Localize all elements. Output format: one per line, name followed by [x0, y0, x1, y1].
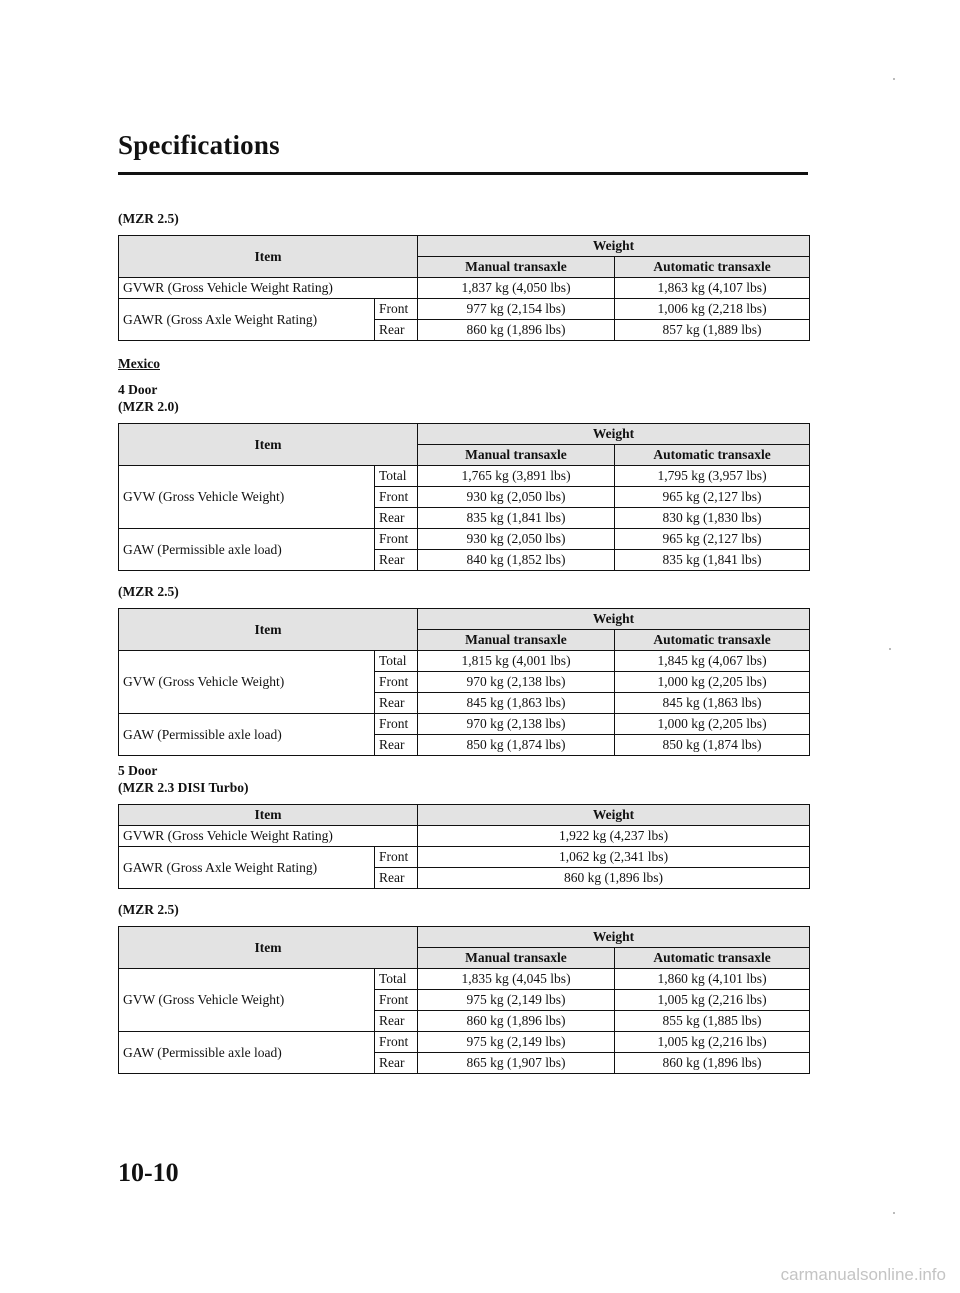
section-label-mzr25-c: (MZR 2.5): [118, 902, 179, 917]
value-manual: 860 kg (1,896 lbs): [418, 1011, 615, 1032]
row-label: GAW (Permissible axle load): [119, 714, 375, 756]
header-rule: [118, 172, 808, 175]
value-automatic: 857 kg (1,889 lbs): [615, 320, 810, 341]
sub-label-rear: Rear: [375, 508, 418, 529]
value-automatic: 845 kg (1,863 lbs): [615, 693, 810, 714]
specifications-content: [118, 210, 809, 1074]
scan-dot: [889, 648, 891, 650]
value-automatic: 1,860 kg (4,101 lbs): [615, 969, 810, 990]
value-automatic: 1,795 kg (3,957 lbs): [615, 466, 810, 487]
sub-label-front: Front: [375, 714, 418, 735]
row-label: GVWR (Gross Vehicle Weight Rating): [119, 826, 418, 847]
section-label-mzr20: (MZR 2.0): [118, 399, 179, 414]
section-label-mzr23-disi-turbo: (MZR 2.3 DISI Turbo): [118, 780, 249, 795]
sub-label-front: Front: [375, 990, 418, 1011]
header-manual: Manual transaxle: [418, 948, 615, 969]
sub-label-front: Front: [375, 487, 418, 508]
sub-label-rear: Rear: [375, 693, 418, 714]
scan-dot: [893, 78, 895, 80]
value-automatic: 860 kg (1,896 lbs): [615, 1053, 810, 1074]
sub-label-total: Total: [375, 651, 418, 672]
table-row: [119, 826, 810, 847]
row-label: GVW (Gross Vehicle Weight): [119, 651, 375, 714]
sub-label-front: Front: [375, 672, 418, 693]
weight-table-mzr25-b: [118, 608, 810, 756]
row-label: GVW (Gross Vehicle Weight): [119, 969, 375, 1032]
table-row: [119, 466, 810, 487]
page-number: 10-10: [118, 1158, 179, 1187]
sub-label-rear: Rear: [375, 735, 418, 756]
value-manual: 860 kg (1,896 lbs): [418, 320, 615, 341]
value-manual: 1,837 kg (4,050 lbs): [418, 278, 615, 299]
sub-label-rear: Rear: [375, 320, 418, 341]
value-manual: 970 kg (2,138 lbs): [418, 672, 615, 693]
value-manual: 930 kg (2,050 lbs): [418, 487, 615, 508]
header-item: Item: [119, 609, 418, 651]
weight-table-mzr25-c: [118, 926, 810, 1074]
row-label: GVW (Gross Vehicle Weight): [119, 466, 375, 529]
header-item: Item: [119, 424, 418, 466]
sub-label-rear: Rear: [375, 868, 418, 889]
value-automatic: 965 kg (2,127 lbs): [615, 529, 810, 550]
value-automatic: 1,000 kg (2,205 lbs): [615, 672, 810, 693]
header-manual: Manual transaxle: [418, 257, 615, 278]
value-manual: 865 kg (1,907 lbs): [418, 1053, 615, 1074]
value-manual: 850 kg (1,874 lbs): [418, 735, 615, 756]
sub-label-rear: Rear: [375, 1053, 418, 1074]
row-label: GAWR (Gross Axle Weight Rating): [119, 299, 375, 341]
table-row: [119, 651, 810, 672]
header-manual: Manual transaxle: [418, 445, 615, 466]
sub-label-total: Total: [375, 466, 418, 487]
sub-label-front: Front: [375, 847, 418, 868]
header-automatic: Automatic transaxle: [615, 630, 810, 651]
section-label-mzr25-a: (MZR 2.5): [118, 211, 179, 226]
table-row: [119, 847, 810, 868]
section-label-mzr25-b: (MZR 2.5): [118, 584, 179, 599]
weight-table-mzr23-disi-turbo: [118, 804, 810, 889]
body-style-5-door: 5 Door: [118, 763, 158, 778]
row-label: GAW (Permissible axle load): [119, 529, 375, 571]
header-weight: Weight: [418, 927, 810, 948]
sub-label-front: Front: [375, 529, 418, 550]
value-manual: 845 kg (1,863 lbs): [418, 693, 615, 714]
sub-label-rear: Rear: [375, 1011, 418, 1032]
table-row: [119, 299, 810, 320]
value-automatic: 1,845 kg (4,067 lbs): [615, 651, 810, 672]
value-automatic: 965 kg (2,127 lbs): [615, 487, 810, 508]
value-weight: 1,922 kg (4,237 lbs): [418, 826, 810, 847]
value-automatic: 830 kg (1,830 lbs): [615, 508, 810, 529]
value-automatic: 850 kg (1,874 lbs): [615, 735, 810, 756]
value-automatic: 1,000 kg (2,205 lbs): [615, 714, 810, 735]
row-label: GVWR (Gross Vehicle Weight Rating): [119, 278, 418, 299]
header-weight: Weight: [418, 805, 810, 826]
weight-table-mzr20: [118, 423, 810, 571]
value-manual: 970 kg (2,138 lbs): [418, 714, 615, 735]
value-automatic: 855 kg (1,885 lbs): [615, 1011, 810, 1032]
header-weight: Weight: [418, 424, 810, 445]
value-automatic: 1,005 kg (2,216 lbs): [615, 990, 810, 1011]
sub-label-total: Total: [375, 969, 418, 990]
sub-label-rear: Rear: [375, 550, 418, 571]
value-manual: 1,835 kg (4,045 lbs): [418, 969, 615, 990]
sub-label-front: Front: [375, 1032, 418, 1053]
table-row: [119, 278, 810, 299]
page-title: Specifications: [118, 130, 280, 160]
header-automatic: Automatic transaxle: [615, 257, 810, 278]
value-manual: 835 kg (1,841 lbs): [418, 508, 615, 529]
table-row: [119, 714, 810, 735]
region-heading-mexico: Mexico: [118, 356, 160, 371]
header-item: Item: [119, 805, 418, 826]
value-weight: 860 kg (1,896 lbs): [418, 868, 810, 889]
body-style-4-door: 4 Door: [118, 382, 158, 397]
value-manual: 930 kg (2,050 lbs): [418, 529, 615, 550]
table-row: [119, 1032, 810, 1053]
weight-table-mzr25-a: [118, 235, 810, 341]
header-automatic: Automatic transaxle: [615, 445, 810, 466]
value-manual: 1,765 kg (3,891 lbs): [418, 466, 615, 487]
scan-dot: [893, 1212, 895, 1214]
value-manual: 975 kg (2,149 lbs): [418, 1032, 615, 1053]
table-row: [119, 969, 810, 990]
value-manual: 975 kg (2,149 lbs): [418, 990, 615, 1011]
header-item: Item: [119, 927, 418, 969]
header-weight: Weight: [418, 609, 810, 630]
value-automatic: 1,863 kg (4,107 lbs): [615, 278, 810, 299]
header-manual: Manual transaxle: [418, 630, 615, 651]
sub-label-front: Front: [375, 299, 418, 320]
table-row: [119, 529, 810, 550]
value-manual: 840 kg (1,852 lbs): [418, 550, 615, 571]
watermark: carmanualsonline.info: [780, 1265, 946, 1284]
value-automatic: 1,006 kg (2,218 lbs): [615, 299, 810, 320]
row-label: GAWR (Gross Axle Weight Rating): [119, 847, 375, 889]
header-weight: Weight: [418, 236, 810, 257]
value-automatic: 835 kg (1,841 lbs): [615, 550, 810, 571]
value-manual: 1,815 kg (4,001 lbs): [418, 651, 615, 672]
value-weight: 1,062 kg (2,341 lbs): [418, 847, 810, 868]
value-automatic: 1,005 kg (2,216 lbs): [615, 1032, 810, 1053]
value-manual: 977 kg (2,154 lbs): [418, 299, 615, 320]
row-label: GAW (Permissible axle load): [119, 1032, 375, 1074]
header-item: Item: [119, 236, 418, 278]
header-automatic: Automatic transaxle: [615, 948, 810, 969]
